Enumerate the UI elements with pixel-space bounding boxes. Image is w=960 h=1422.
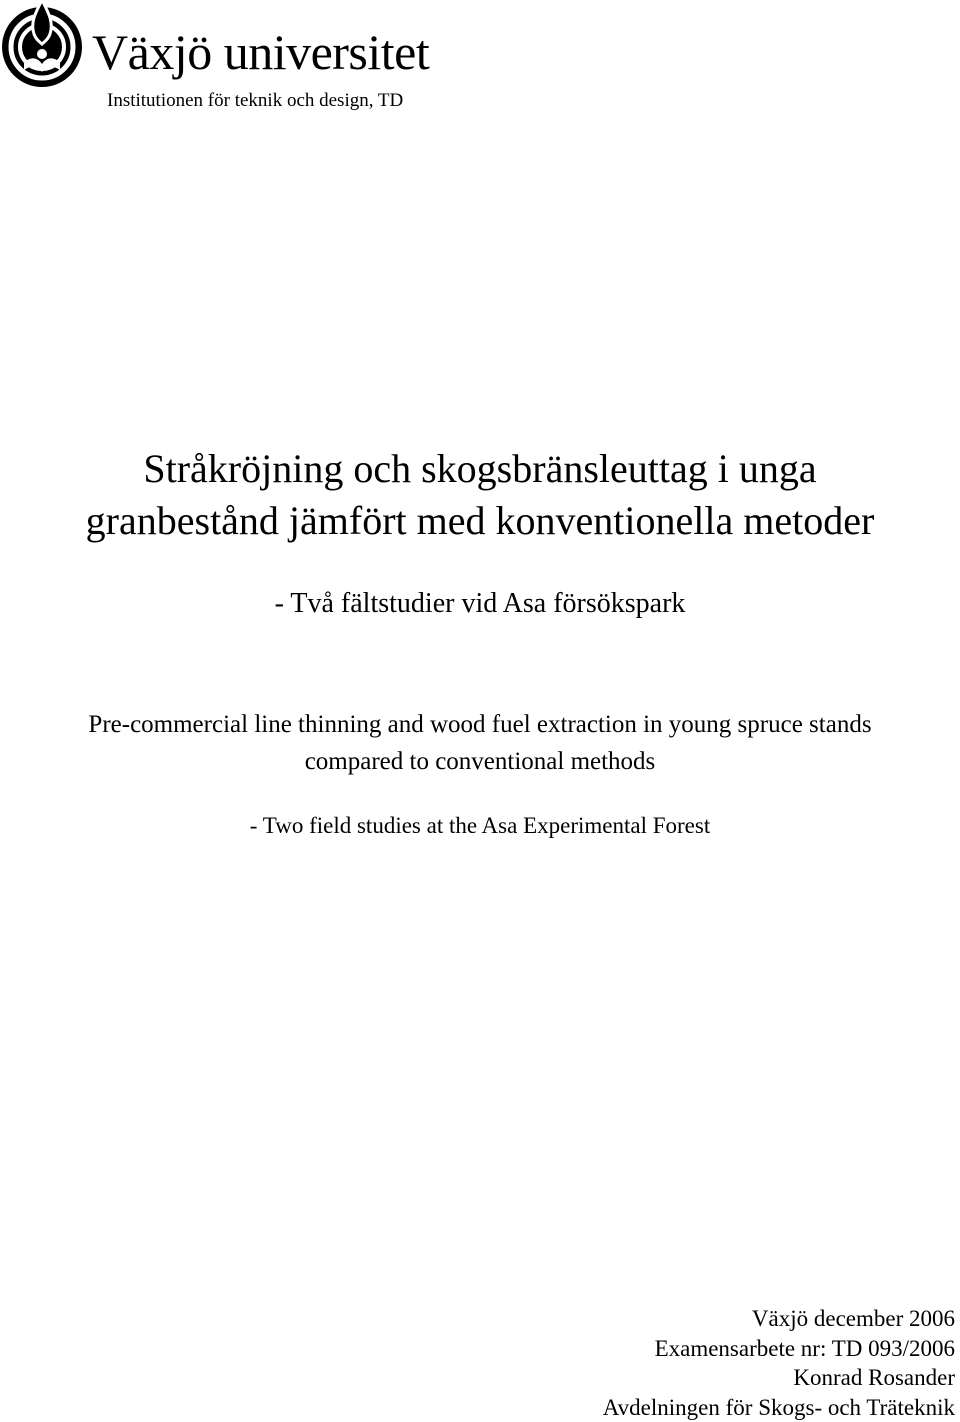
title-english-line-1: Pre-commercial line thinning and wood fuel extraction in young spruce stands	[88, 711, 872, 738]
institution-name: Institutionen för teknik och design, TD	[107, 90, 404, 111]
title-english-line-2: compared to conventional methods	[304, 748, 656, 775]
subtitle-english: - Two field studies at the Asa Experimental Forest	[249, 813, 711, 838]
title-swedish-line-1: Stråkröjning och skogsbränsleuttag i unga	[143, 446, 817, 491]
place-date: Växjö december 2006	[751, 1306, 955, 1331]
author-name: Konrad Rosander	[793, 1365, 955, 1390]
title-swedish	[0, 443, 960, 547]
title-english	[0, 706, 960, 780]
subtitle-swedish: - Två fältstudier vid Asa försökspark	[274, 588, 686, 619]
thesis-number: Examensarbete nr: TD 093/2006	[654, 1335, 955, 1361]
department-name: Avdelningen för Skogs- och Träteknik	[602, 1394, 955, 1420]
university-name: Växjö universitet	[92, 24, 430, 80]
university-seal-icon	[0, 0, 84, 90]
title-swedish-line-2: granbestånd jämfört med konventionella metoder	[85, 498, 875, 543]
footer-info	[603, 1304, 955, 1422]
